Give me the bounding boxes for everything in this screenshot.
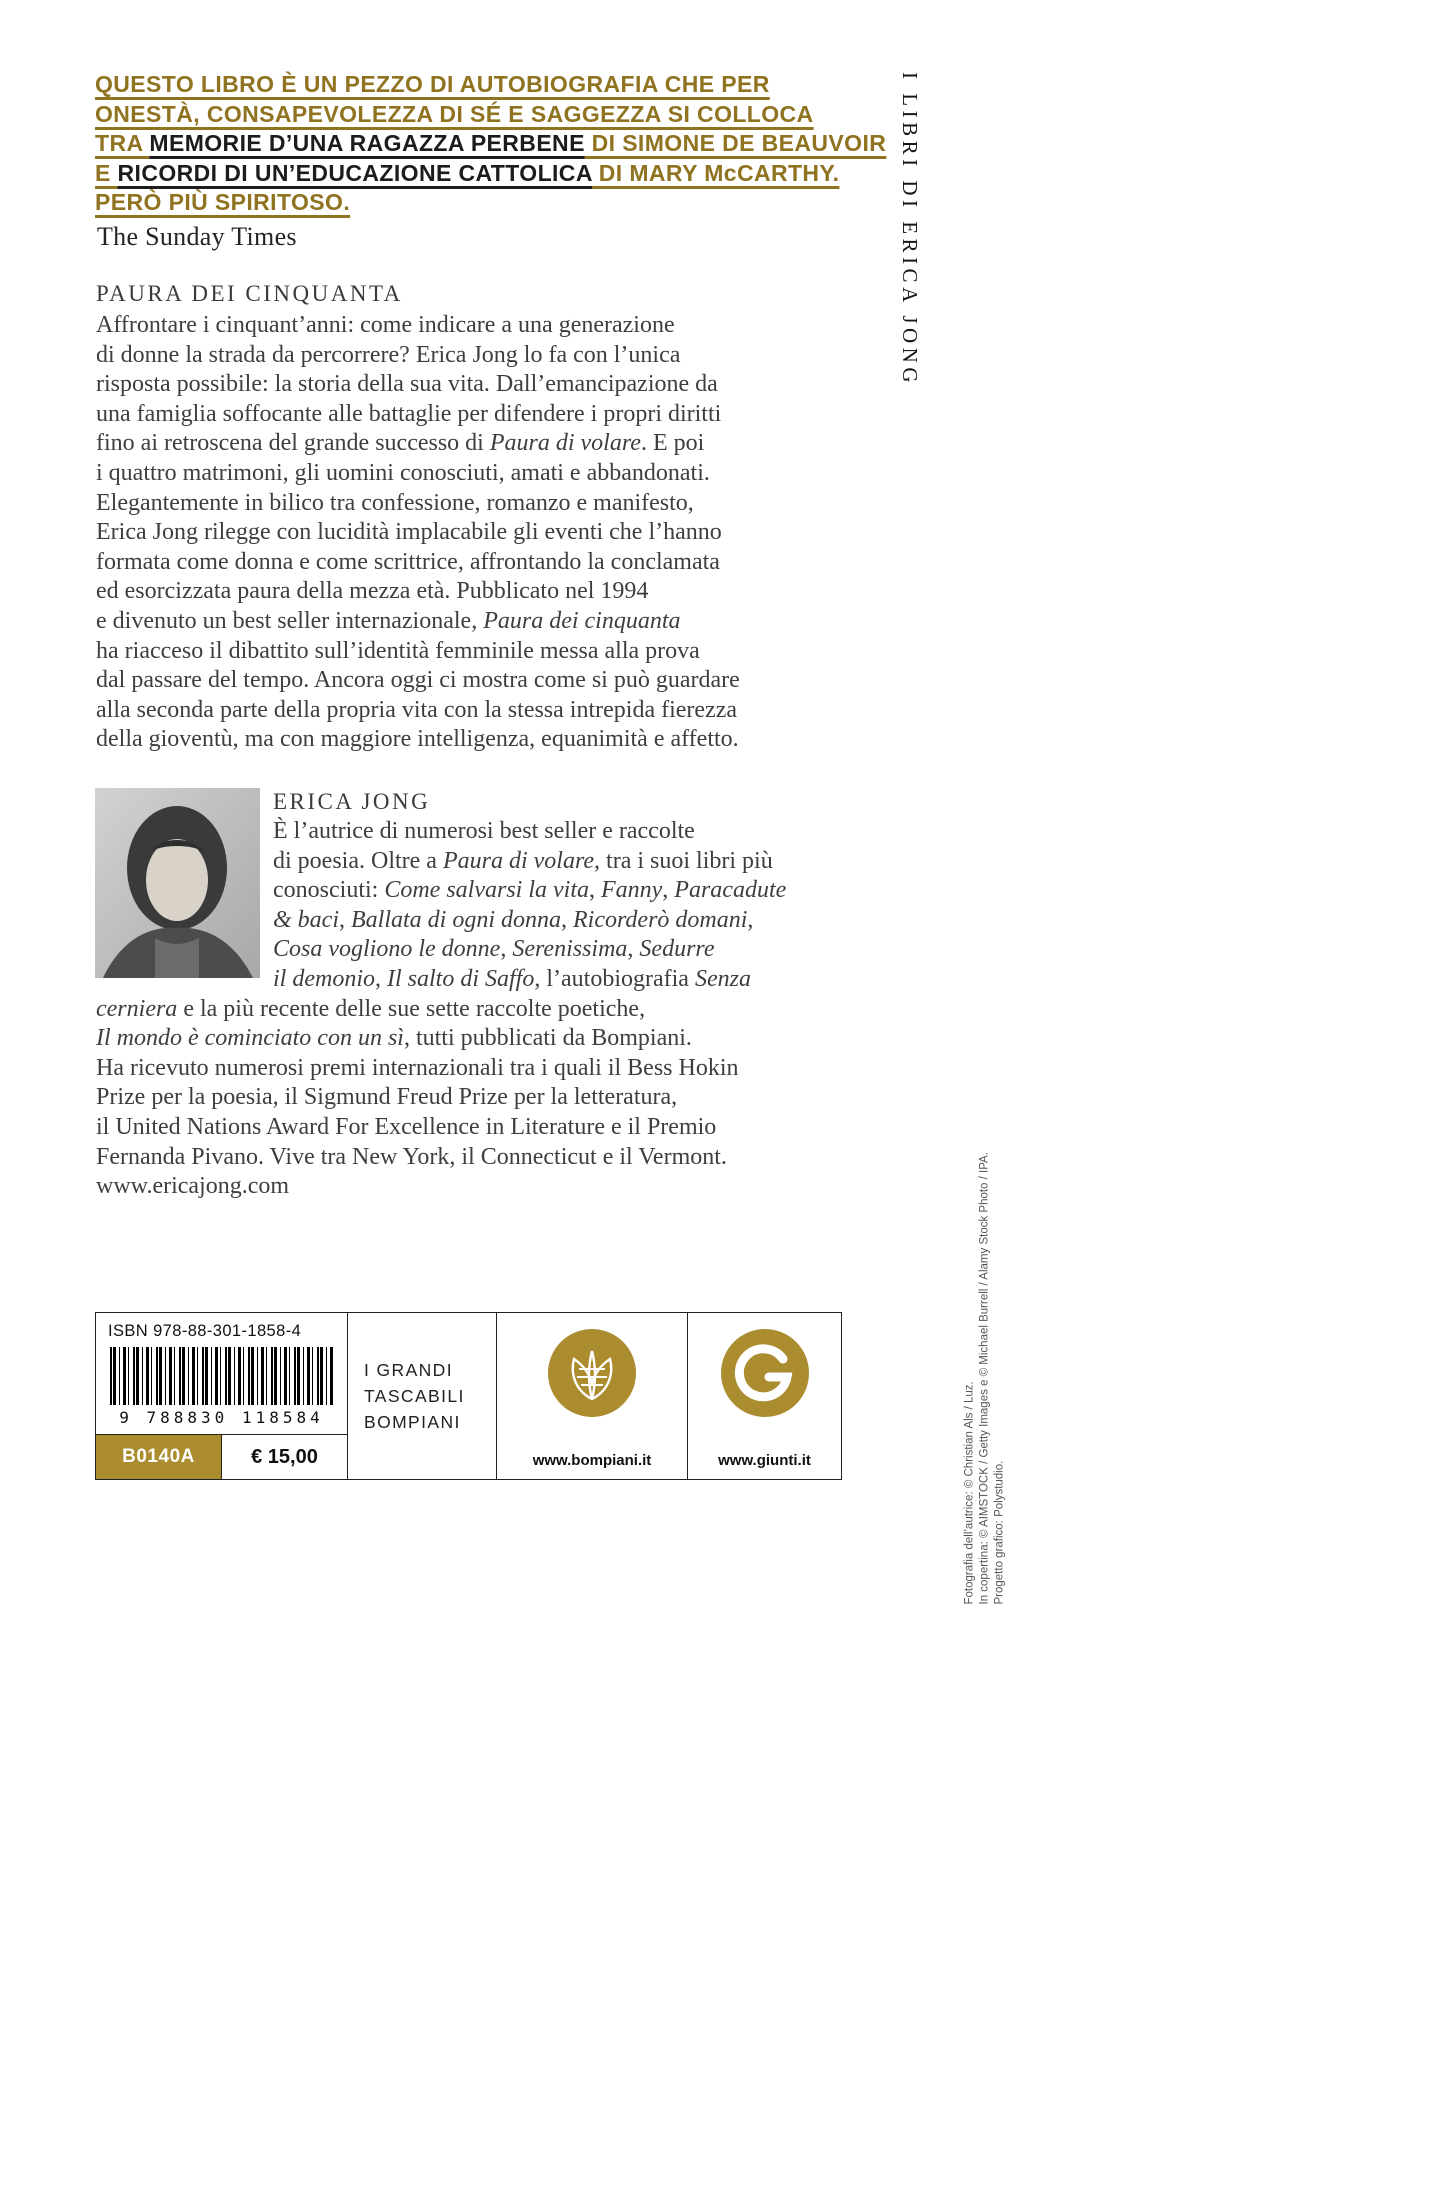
- synopsis-text: Affrontare i cinquant’anni: come indicare a una generazione di donne la strada da percorrere? Erica Jong lo fa con l’unica risposta possibile: la storia della sua vita. Dall’emancipazione da una famiglia soffocante alle battaglie per difendere i propri diritti fino ai retroscena del grande successo di Paura di volare. E poi i quattro matrimoni, gli uomini conosciuti, amati e abbandonati. Elegantemente in bilico tra confessione, romanzo e manifesto, Erica Jong rilegge con lucidità implacabile gli eventi che l’hanno formata come donna e come scrittrice, affrontando la conclamata ed esorcizzata paura della mezza età. Pubblicato nel 1994 e divenuto un best seller internazionale, Paura dei cinquanta ha riacceso il dibattito sull’identità femminile messa alla prova dal passare del tempo. Ancora oggi ci mostra come si può guardare alla seconda parte della propria vita con la stessa intrepida fierezza della gioventù, ma con maggiore intelligenza, equanimità e affetto.: [96, 312, 740, 753]
- footer-strip: [95, 1312, 842, 1480]
- bompiani-block: [496, 1312, 688, 1480]
- book-title-heading: PAURA DEI CINQUANTA: [96, 281, 403, 306]
- quote-attribution: The Sunday Times: [97, 222, 297, 251]
- photo-credits: Fotografia dell’autrice: © Christian Als / Luz. In copertina: © AIMSTOCK / Getty Images e © Michael Burrell / Alamy Stock Photo / IPA. Progetto grafico: Polystudio.: [963, 1152, 1006, 1605]
- press-quote: QUESTO LIBRO È UN PEZZO DI AUTOBIOGRAFIA CHE PER ONESTÀ, CONSAPEVOLEZZA DI SÉ E SAGGEZZA SI COLLOCA TRA MEMORIE D’UNA RAGAZZA PERBENE DI SIMONE DE BEAUVOIR E RICORDI DI UN’EDUCAZIONE CATTOLICA DI MARY McCARTHY. PERÒ PIÙ SPIRITOSO.: [95, 71, 887, 215]
- giunti-logo-icon: [721, 1329, 809, 1422]
- series-title-vertical: I LIBRI DI ERICA JONG: [898, 72, 922, 387]
- isbn-block: [95, 1312, 348, 1480]
- isbn-label: ISBN 978-88-301-1858-4: [108, 1322, 302, 1340]
- barcode-digits: 9 788830 118584: [119, 1408, 324, 1427]
- author-bio: ERICA JONG È l’autrice di numerosi best seller e raccolte di poesia. Oltre a Paura di volare, tra i suoi libri più conosciuti: Come salvarsi la vita, Fanny, Paracadute & baci, Ballata di ogni donna, Ricorderò domani, Cosa vogliono le donne, Serenissima, Sedurre il demonio, Il salto di Saffo, l’autobiografia Senza cerniera e la più recente delle sue sette raccolte poetiche, Il mondo è cominciato con un sì, tutti pubblicati da Bompiani. Ha ricevuto numerosi premi internazionali tra i quali il Bess Hokin Prize per la poesia, il Sigmund Freud Prize per la letteratura, il United Nations Award For Excellence in Literature e il Premio Fernanda Pivano. Vive tra New York, il Connecticut e il Vermont. www.ericajong.com: [96, 789, 787, 1200]
- bompiani-flower-icon: [548, 1329, 636, 1422]
- price-row: [96, 1434, 347, 1479]
- bompiani-url: www.bompiani.it: [532, 1452, 652, 1469]
- imprint-block: I GRANDI TASCABILI BOMPIANI: [347, 1312, 497, 1480]
- edition-code-badge: B0140A: [96, 1435, 221, 1479]
- giunti-block: [687, 1312, 842, 1480]
- barcode: [110, 1347, 333, 1405]
- giunti-url: www.giunti.it: [718, 1452, 811, 1469]
- price-label: € 15,00: [221, 1435, 347, 1479]
